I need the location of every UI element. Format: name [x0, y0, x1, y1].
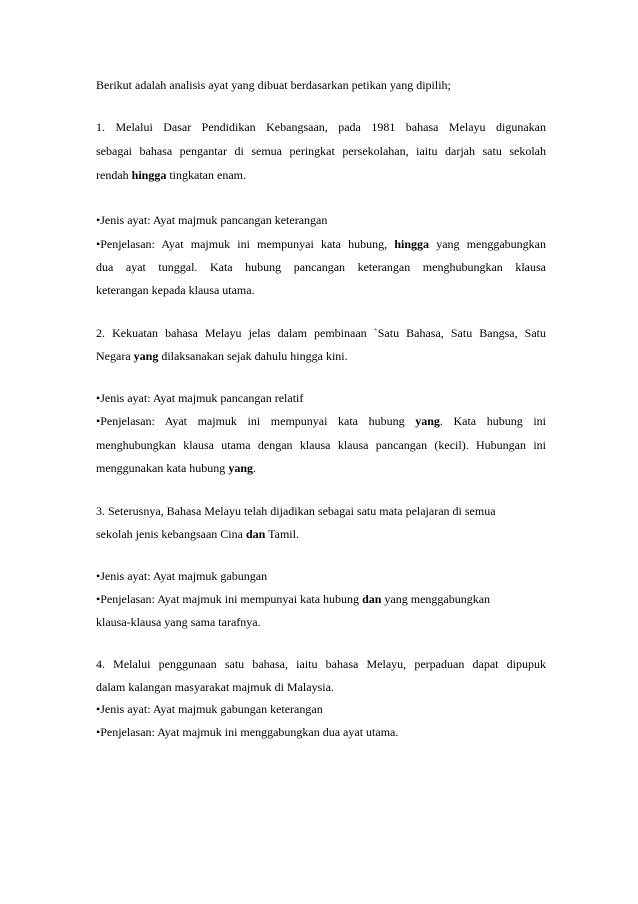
- sentence-2-jenis: •Jenis ayat: Ayat majmuk pancangan relatif: [96, 391, 304, 405]
- sentence-4-jenis: •Jenis ayat: Ayat majmuk gabungan keterangan: [96, 702, 323, 716]
- sentence-3-jenis: •Jenis ayat: Ayat majmuk gabungan: [96, 569, 268, 583]
- sentence-1-text: tingkatan enam.: [169, 168, 246, 182]
- conjunction-hingga: hingga: [131, 168, 167, 182]
- conjunction-dan: dan: [245, 527, 266, 541]
- penjelasan-text: •Penjelasan: Ayat majmuk ini mempunyai kata hubung: [96, 414, 405, 428]
- sentence-4-line-2: dalam kalangan masyarakat majmuk di Malaysia.: [96, 680, 334, 694]
- conjunction-yang: yang: [228, 461, 253, 475]
- sentence-2-line-2: [96, 348, 348, 364]
- sentence-4-penjelasan-line-1: •Penjelasan: Ayat majmuk ini menggabungkan dua ayat utama.: [96, 725, 399, 739]
- intro-text: Berikut adalah analisis ayat yang dibuat berdasarkan petikan yang dipilih;: [96, 78, 451, 92]
- sentence-1-penjelasan-line-1: [96, 236, 546, 252]
- penjelasan-text: . Kata hubung ini: [439, 414, 546, 428]
- sentence-3-penjelasan-line-1: [96, 591, 490, 607]
- sentence-3-line-1: 3. Seterusnya, Bahasa Melayu telah dijadikan sebagai satu mata pelajaran di semua: [96, 504, 496, 518]
- sentence-1-line-3: [96, 167, 246, 183]
- sentence-1-penjelasan-line-3: keterangan kepada klausa utama.: [96, 283, 255, 297]
- conjunction-yang: yang: [133, 349, 159, 363]
- sentence-2-penjelasan-line-1: [96, 413, 546, 429]
- sentence-3-penjelasan-line-2: klausa-klausa yang sama tarafnya.: [96, 615, 261, 629]
- sentence-2-line-1: 2. Kekuatan bahasa Melayu jelas dalam pembinaan `Satu Bahasa, Satu Bangsa, Satu: [96, 326, 546, 340]
- conjunction-hingga: hingga: [394, 237, 429, 251]
- penjelasan-text: .: [253, 461, 256, 475]
- sentence-1-penjelasan-line-2: dua ayat tunggal. Kata hubung pancangan keterangan menghubungkan klausa: [96, 260, 546, 274]
- sentence-3-text: Tamil.: [268, 527, 299, 541]
- sentence-3-text: sekolah jenis kebangsaan Cina: [96, 527, 243, 541]
- penjelasan-text: •Penjelasan: Ayat majmuk ini mempunyai kata hubung: [96, 592, 360, 606]
- sentence-1-text: rendah: [96, 168, 129, 182]
- sentence-2-penjelasan-line-2: menghubungkan klausa utama dengan klausa klausa pancangan (kecil). Hubungan ini: [96, 438, 546, 452]
- sentence-1-line-2: sebagai bahasa pengantar di semua peringkat persekolahan, iaitu darjah satu sekolah: [96, 144, 546, 158]
- sentence-2-text: dilaksanakan sejak dahulu hingga kini.: [161, 349, 348, 363]
- sentence-4-line-1: 4. Melalui penggunaan satu bahasa, iaitu bahasa Melayu, perpaduan dapat dipupuk: [96, 657, 546, 671]
- sentence-1-jenis: •Jenis ayat: Ayat majmuk pancangan keterangan: [96, 213, 328, 227]
- penjelasan-text: •Penjelasan: Ayat majmuk ini mempunyai kata hubung,: [96, 237, 388, 251]
- penjelasan-text: yang menggabungkan: [436, 237, 547, 251]
- sentence-2-penjelasan-line-3: [96, 460, 256, 476]
- penjelasan-text: menggunakan kata hubung: [96, 461, 226, 475]
- conjunction-yang: yang: [415, 414, 440, 428]
- penjelasan-text: yang menggabungkan: [384, 592, 491, 606]
- sentence-3-line-2: [96, 526, 299, 542]
- sentence-1-line-1: 1. Melalui Dasar Pendidikan Kebangsaan, pada 1981 bahasa Melayu digunakan: [96, 120, 546, 134]
- sentence-2-text: Negara: [96, 349, 131, 363]
- conjunction-dan: dan: [362, 592, 382, 606]
